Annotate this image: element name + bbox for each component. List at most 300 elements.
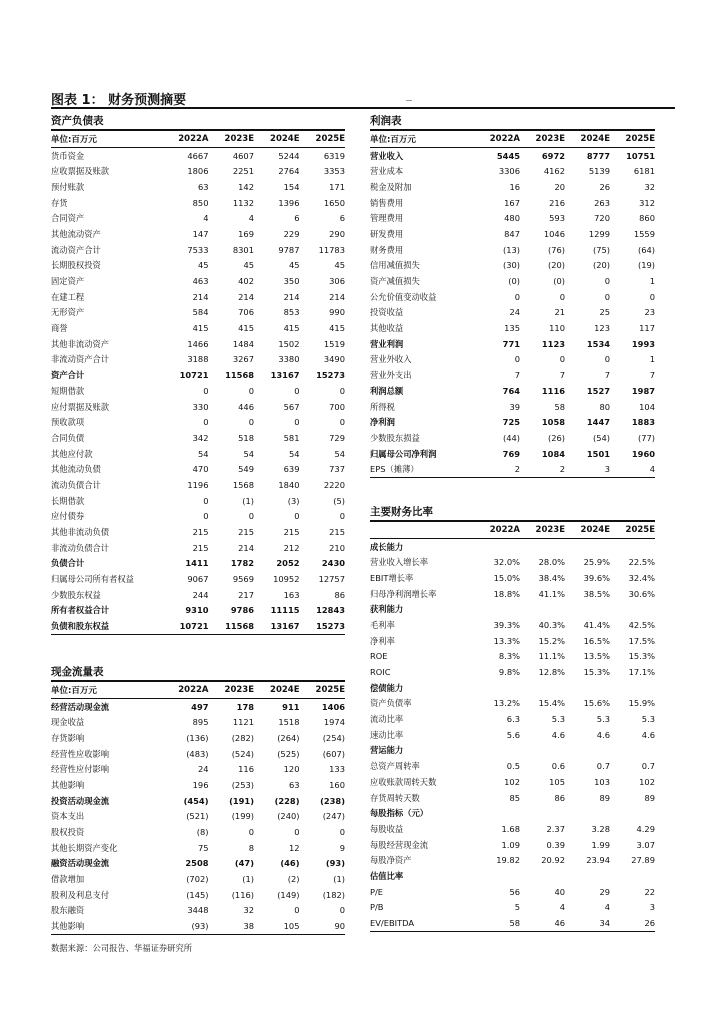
cell-value: 0 xyxy=(339,905,345,916)
ratios-title: 主要财务比率 xyxy=(370,505,655,522)
cell-value: 0 xyxy=(604,291,610,302)
cell-value: 415 xyxy=(238,323,254,334)
cell-value: 0 xyxy=(339,511,345,522)
cell-value: 0.39 xyxy=(546,839,565,850)
cell-value: 26 xyxy=(610,915,655,931)
row-label: 商誉 xyxy=(51,323,68,334)
cell-value: 3353 xyxy=(323,166,345,177)
cell-value: (254) xyxy=(322,732,345,743)
table-row xyxy=(370,868,655,884)
unit-label: 单位:百万元 xyxy=(51,131,163,147)
year-header: 2022A xyxy=(475,522,520,538)
cell-value: 40 xyxy=(554,886,565,897)
row-label: 总资产周转率 xyxy=(370,761,420,772)
table-row xyxy=(370,774,655,790)
cell-value: 15273 xyxy=(316,370,345,381)
cell-value: 32 xyxy=(243,905,254,916)
table-header-row xyxy=(51,682,345,698)
table-header-row xyxy=(51,131,345,147)
table-row xyxy=(370,570,655,586)
row-label: 其他影响 xyxy=(51,779,85,790)
cell-value: (240) xyxy=(277,811,300,822)
cell-value: 0 xyxy=(294,417,300,428)
cell-value: 11115 xyxy=(270,605,300,616)
cell-value: 1501 xyxy=(586,448,610,459)
cell-value: 167 xyxy=(504,197,520,208)
cell-value: 2 xyxy=(520,461,565,477)
cell-value: 19.82 xyxy=(496,855,520,866)
cell-value: 41.1% xyxy=(538,588,565,599)
cell-value: (26) xyxy=(547,432,565,443)
cell-value: 700 xyxy=(329,401,345,412)
cell-value: (116) xyxy=(231,889,254,900)
cell-value: 853 xyxy=(283,307,300,318)
table-row xyxy=(51,352,345,368)
row-label: 预收款项 xyxy=(51,417,85,428)
year-header: 2024E xyxy=(254,131,300,147)
table-row xyxy=(370,242,655,258)
cell-value: (145) xyxy=(186,889,209,900)
cell-value: 2052 xyxy=(276,558,300,569)
cell-value: 215 xyxy=(192,542,209,553)
table-row xyxy=(370,258,655,274)
cell-value: 22 xyxy=(644,886,655,897)
row-label: 资本支出 xyxy=(51,811,85,822)
cell-value: 1806 xyxy=(187,166,209,177)
cell-value: 1883 xyxy=(631,417,655,428)
cell-value: 32 xyxy=(644,181,655,192)
cell-value: 312 xyxy=(639,197,655,208)
cell-value: 1993 xyxy=(631,338,655,349)
row-label: 估值比率 xyxy=(370,870,404,881)
cell-value: 142 xyxy=(238,181,254,192)
year-header: 2025E xyxy=(610,522,655,538)
cell-value: (1) xyxy=(242,874,254,885)
cell-value: 549 xyxy=(238,464,254,475)
cell-value: 215 xyxy=(283,527,300,538)
cell-value: 6181 xyxy=(633,166,655,177)
balance-sheet-table xyxy=(51,131,345,635)
cell-value: 737 xyxy=(329,464,345,475)
table-row xyxy=(51,367,345,383)
cell-value: 415 xyxy=(283,323,300,334)
cell-value xyxy=(475,805,520,821)
cell-value: 1447 xyxy=(586,417,610,428)
row-label: 营业外支出 xyxy=(370,370,412,381)
cell-value: 5244 xyxy=(278,150,300,161)
table-row xyxy=(51,336,345,352)
cell-value xyxy=(520,805,565,821)
row-label: 资产减值损失 xyxy=(370,276,420,287)
cell-value: 771 xyxy=(502,338,520,349)
cell-value: 402 xyxy=(238,276,254,287)
cell-value: (191) xyxy=(229,795,254,806)
cell-value: 4607 xyxy=(232,150,254,161)
cell-value xyxy=(610,743,655,759)
row-label: 营业收入增长率 xyxy=(370,557,429,568)
cell-value: 895 xyxy=(192,717,209,728)
table-row xyxy=(51,824,345,840)
cell-value: 102 xyxy=(504,776,520,787)
cell-value: (93) xyxy=(163,918,209,934)
row-label: 其他非流动负债 xyxy=(51,527,110,538)
cell-value: 850 xyxy=(192,197,209,208)
table-row xyxy=(370,336,655,352)
cell-value xyxy=(520,743,565,759)
income-statement-table xyxy=(370,131,655,478)
unit-label: 单位:百万元 xyxy=(370,131,475,147)
table-row xyxy=(51,871,345,887)
row-label: 每股净资产 xyxy=(370,855,412,866)
table-row xyxy=(51,430,345,446)
year-header: 2022A xyxy=(163,682,209,698)
cell-value: 1411 xyxy=(185,558,209,569)
cell-value: 15273 xyxy=(300,618,346,634)
cell-value: (228) xyxy=(274,795,300,806)
cell-value: 38 xyxy=(209,918,255,934)
cell-value: 214 xyxy=(238,291,254,302)
cell-value: 1502 xyxy=(278,338,300,349)
table-row xyxy=(51,242,345,258)
cell-value: 171 xyxy=(329,181,345,192)
cell-value: 0 xyxy=(604,276,610,287)
cell-value: 7 xyxy=(559,370,565,381)
table-row xyxy=(51,603,345,619)
cell-value: 3.28 xyxy=(591,823,610,834)
cell-value xyxy=(610,601,655,617)
cell-value: 110 xyxy=(549,323,565,334)
balance-sheet-panel xyxy=(51,114,345,635)
cell-value: 86 xyxy=(334,589,345,600)
row-label: 所得税 xyxy=(370,401,395,412)
balance-sheet-title: 资产负债表 xyxy=(51,114,345,131)
cell-value: 229 xyxy=(283,228,300,239)
income-statement-title: 利润表 xyxy=(370,114,655,131)
cell-value: 8777 xyxy=(586,150,610,161)
cell-value: 10952 xyxy=(273,574,300,585)
row-label: 其他收益 xyxy=(370,323,404,334)
table-row xyxy=(370,289,655,305)
cell-value: 1116 xyxy=(541,385,565,396)
cell-value: 0.6 xyxy=(551,761,565,772)
cell-value: 0 xyxy=(294,385,300,396)
cell-value: 0 xyxy=(248,511,254,522)
cell-value: 20.92 xyxy=(541,855,565,866)
table-row xyxy=(51,383,345,399)
cell-value: 10751 xyxy=(626,150,655,161)
cell-value: 105 xyxy=(549,776,565,787)
table-row xyxy=(51,509,345,525)
cell-value: 24 xyxy=(509,307,520,318)
row-label: ROIC xyxy=(370,667,391,678)
cell-value xyxy=(565,680,610,696)
cell-value: 0 xyxy=(248,417,254,428)
cell-value: 215 xyxy=(192,527,209,538)
cell-value: 8.3% xyxy=(498,651,520,662)
row-label: 净利率 xyxy=(370,635,395,646)
cell-value: 133 xyxy=(329,764,345,775)
cell-value: 9.8% xyxy=(498,667,520,678)
table-row xyxy=(51,714,345,730)
cell-value: 3.07 xyxy=(636,839,655,850)
table-row xyxy=(51,556,345,572)
cell-value: 13167 xyxy=(270,370,300,381)
year-header: 2023E xyxy=(209,131,255,147)
row-label: EPS（摊薄） xyxy=(370,461,475,477)
cell-value: 217 xyxy=(238,589,254,600)
table-row xyxy=(370,147,655,163)
cell-value: 1196 xyxy=(187,479,209,490)
row-label: 其他流动资产 xyxy=(51,228,101,239)
cell-value: 11568 xyxy=(225,370,254,381)
table-row xyxy=(370,179,655,195)
table-row xyxy=(370,195,655,211)
cell-value: 2220 xyxy=(323,479,345,490)
cell-value: 12757 xyxy=(318,574,345,585)
cell-value: 0 xyxy=(604,354,610,365)
cell-value: 4.29 xyxy=(636,823,655,834)
row-label: 每股经营现金流 xyxy=(370,839,429,850)
year-header: 2022A xyxy=(475,131,520,147)
cell-value: 2508 xyxy=(185,858,209,869)
cell-value: 7 xyxy=(514,370,520,381)
cell-value: 0 xyxy=(514,291,520,302)
table-row xyxy=(51,446,345,462)
cell-value: (607) xyxy=(322,748,345,759)
cell-value: 5.6 xyxy=(506,729,520,740)
cell-value: 169 xyxy=(238,228,254,239)
cell-value: 0 xyxy=(514,354,520,365)
cell-value: 446 xyxy=(238,401,254,412)
cell-value: 123 xyxy=(594,323,610,334)
cell-value: (30) xyxy=(502,260,520,271)
cell-value: 1782 xyxy=(230,558,254,569)
figure-title: 图表 1： 财务预测摘要 xyxy=(51,93,187,108)
row-label: 营业利润 xyxy=(370,338,404,349)
ratios-panel xyxy=(370,505,655,932)
cell-value: 4 xyxy=(610,461,655,477)
row-label: 投资收益 xyxy=(370,307,404,318)
row-label: 偿债能力 xyxy=(370,682,404,693)
table-row xyxy=(370,352,655,368)
cell-value: 58 xyxy=(554,401,565,412)
cell-value: 216 xyxy=(549,197,565,208)
row-label: 投资活动现金流 xyxy=(51,795,110,806)
cell-value: 725 xyxy=(502,417,520,428)
table-row xyxy=(51,540,345,556)
cell-value: 20 xyxy=(554,181,565,192)
cell-value: 63 xyxy=(197,181,209,192)
table-row xyxy=(370,727,655,743)
table-row xyxy=(370,758,655,774)
row-label: 营业成本 xyxy=(370,166,404,177)
cell-value: 1 xyxy=(649,276,655,287)
cell-value xyxy=(565,538,610,554)
cell-value: 1650 xyxy=(323,197,345,208)
cell-value: 860 xyxy=(639,213,655,224)
cell-value: 306 xyxy=(329,276,345,287)
table-row xyxy=(51,793,345,809)
row-label: 营业收入 xyxy=(370,150,404,161)
cell-value xyxy=(610,868,655,884)
cell-value: (264) xyxy=(277,732,300,743)
table-row xyxy=(51,461,345,477)
table-row xyxy=(370,915,655,931)
cell-value: (46) xyxy=(280,858,300,869)
table-row xyxy=(51,918,345,934)
cell-value: 7 xyxy=(604,370,610,381)
cell-value: 584 xyxy=(192,307,209,318)
cell-value: 1.99 xyxy=(591,839,610,850)
table-row xyxy=(51,305,345,321)
cell-value: (253) xyxy=(231,779,254,790)
cell-value: 10721 xyxy=(163,618,209,634)
cell-value: 6 xyxy=(294,213,300,224)
cell-value: 1121 xyxy=(232,717,254,728)
cell-value: 0 xyxy=(248,385,254,396)
cell-value: (54) xyxy=(592,432,610,443)
table-row xyxy=(51,493,345,509)
row-label: 合同资产 xyxy=(51,213,85,224)
title-rule xyxy=(51,107,675,109)
cell-value: (702) xyxy=(186,874,209,885)
cell-value: 1.68 xyxy=(501,823,520,834)
cell-value: 1527 xyxy=(586,385,610,396)
row-label: 借款增加 xyxy=(51,874,85,885)
cell-value: 45 xyxy=(197,260,209,271)
cell-value: (8) xyxy=(196,827,209,838)
cell-value: (20) xyxy=(592,260,610,271)
cell-value: 30.6% xyxy=(628,588,655,599)
cell-value: (19) xyxy=(637,260,655,271)
row-label: 其他应付款 xyxy=(51,448,93,459)
cell-value: 160 xyxy=(329,779,345,790)
row-label: 负债和股东权益 xyxy=(51,618,163,634)
cell-value: 75 xyxy=(197,842,209,853)
table-row xyxy=(370,680,655,696)
table-row xyxy=(370,586,655,602)
cell-value: 90 xyxy=(300,918,346,934)
cell-value: (44) xyxy=(502,432,520,443)
cell-value: 0 xyxy=(649,291,655,302)
cell-value: 29 xyxy=(599,886,610,897)
cell-value xyxy=(610,680,655,696)
cell-value: 1534 xyxy=(586,338,610,349)
row-label: 存货 xyxy=(51,197,68,208)
table-row xyxy=(370,821,655,837)
cell-value: 16.5% xyxy=(583,635,610,646)
row-label: 少数股东损益 xyxy=(370,432,420,443)
table-row xyxy=(370,601,655,617)
cell-value: 17.5% xyxy=(628,635,655,646)
year-header: 2024E xyxy=(565,131,610,147)
row-label: EBIT增长率 xyxy=(370,572,414,583)
cell-value: 4 xyxy=(248,213,254,224)
table-row xyxy=(370,367,655,383)
row-label: 流动资产合计 xyxy=(51,244,101,255)
cell-value: 215 xyxy=(329,527,345,538)
cell-value: 1058 xyxy=(541,417,565,428)
year-header: 2025E xyxy=(300,682,346,698)
table-row xyxy=(51,210,345,226)
cell-value: (199) xyxy=(231,811,254,822)
cell-value: 32.0% xyxy=(493,557,520,568)
cell-value: 1987 xyxy=(631,385,655,396)
cell-value: 104 xyxy=(639,401,655,412)
year-header: 2025E xyxy=(610,131,655,147)
cell-value: 135 xyxy=(504,323,520,334)
row-label: 其他影响 xyxy=(51,918,163,934)
cell-value: 12843 xyxy=(316,605,345,616)
data-source-note: 数据来源：公司报告、华福证券研究所 xyxy=(51,943,193,953)
cell-value: 463 xyxy=(192,276,209,287)
row-label: 经营性应付影响 xyxy=(51,764,110,775)
cell-value: 15.4% xyxy=(538,698,565,709)
cell-value: 120 xyxy=(283,764,300,775)
row-label: 少数股东权益 xyxy=(51,589,101,600)
cell-value: (0) xyxy=(553,276,565,287)
cell-value: 6319 xyxy=(323,150,345,161)
cell-value: 11568 xyxy=(209,618,255,634)
cell-value: 214 xyxy=(192,291,209,302)
row-label: 经营活动现金流 xyxy=(51,701,110,712)
cell-value xyxy=(475,601,520,617)
cell-value: 15.3% xyxy=(628,651,655,662)
cell-value: (77) xyxy=(637,432,655,443)
cell-value xyxy=(520,680,565,696)
cell-value: 911 xyxy=(282,701,300,712)
cell-value: (238) xyxy=(320,795,345,806)
table-row xyxy=(370,790,655,806)
cell-value: (282) xyxy=(231,732,254,743)
table-row xyxy=(51,273,345,289)
table-row xyxy=(370,805,655,821)
cell-value: 117 xyxy=(639,323,655,334)
row-label: 销售费用 xyxy=(370,197,404,208)
cell-value: 480 xyxy=(504,213,520,224)
row-label: 应收账款周转天数 xyxy=(370,776,437,787)
cell-value: (3) xyxy=(287,495,300,506)
cell-value xyxy=(520,601,565,617)
cell-value: 4 xyxy=(559,902,565,913)
cell-value: 15.6% xyxy=(583,698,610,709)
cell-value: 12.8% xyxy=(538,667,565,678)
cell-value: 0 xyxy=(203,385,209,396)
row-label: 净利润 xyxy=(370,417,395,428)
cell-value: 244 xyxy=(192,589,209,600)
year-header: 2023E xyxy=(520,131,565,147)
cell-value: 2430 xyxy=(321,558,345,569)
cell-value: 11.1% xyxy=(538,651,565,662)
income-statement-panel xyxy=(370,114,655,478)
table-row xyxy=(51,399,345,415)
cell-value: 89 xyxy=(644,792,655,803)
cell-value: 9310 xyxy=(185,605,209,616)
cell-value: 26 xyxy=(599,181,610,192)
cell-value: 32.4% xyxy=(628,572,655,583)
cell-value: 27.89 xyxy=(631,855,655,866)
table-row xyxy=(51,195,345,211)
row-label: 研发费用 xyxy=(370,228,404,239)
cell-value: 28.0% xyxy=(538,557,565,568)
cell-value xyxy=(520,538,565,554)
row-label: 财务费用 xyxy=(370,244,404,255)
cell-value: 18.8% xyxy=(493,588,520,599)
cell-value: 12 xyxy=(288,842,300,853)
cell-value: (1) xyxy=(333,874,345,885)
cell-value: 5139 xyxy=(588,166,610,177)
row-label: 股东融资 xyxy=(51,905,85,916)
